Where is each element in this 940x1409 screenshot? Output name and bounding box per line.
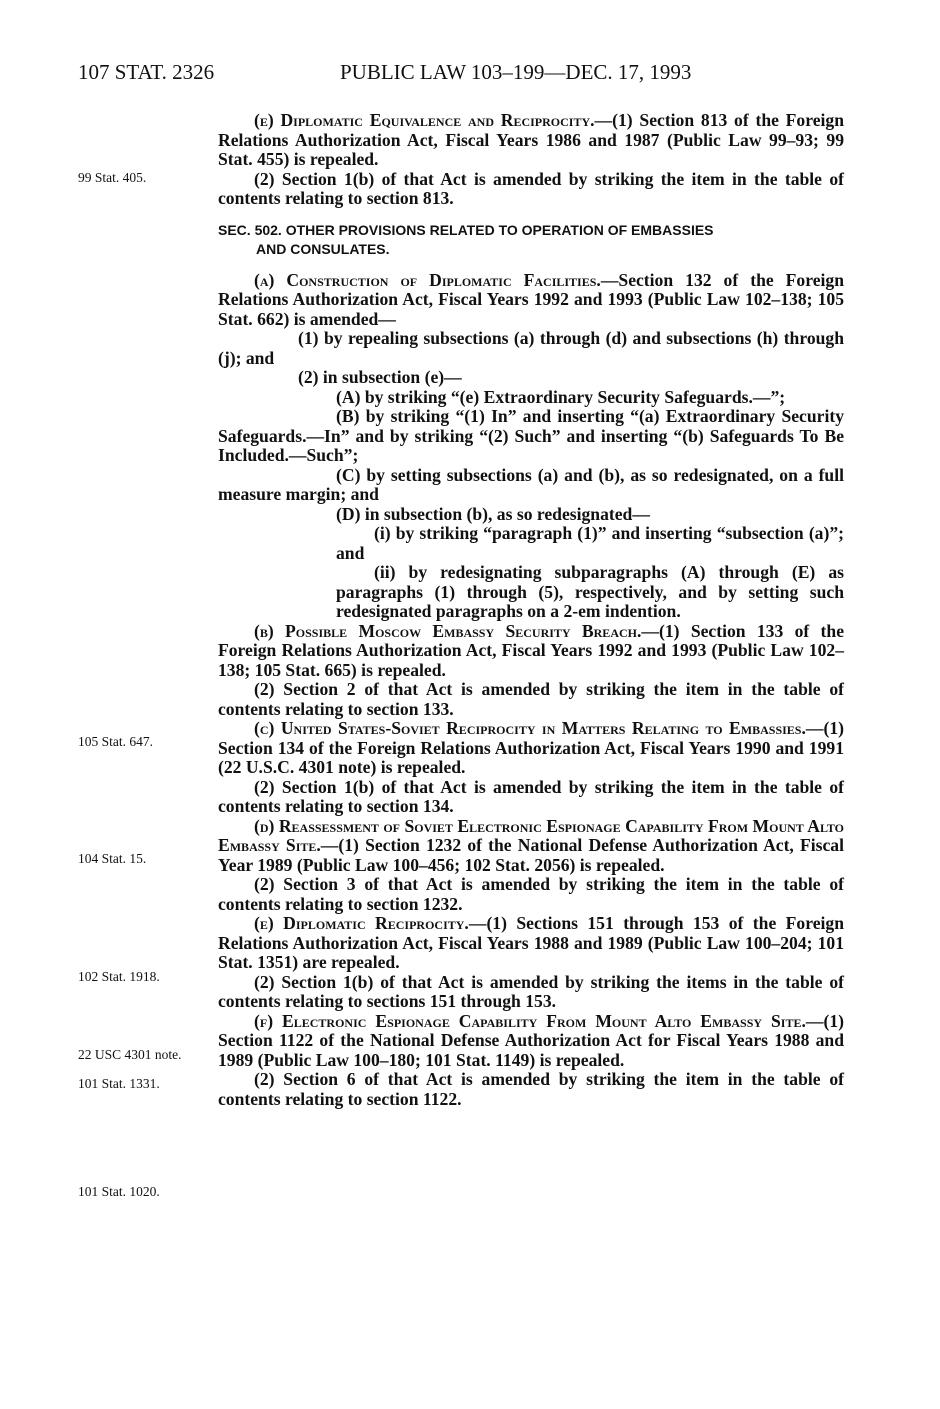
subsection-heading: (f) Electronic Espionage Capability From Mount Alto Embassy Site. — [254, 1010, 806, 1031]
subsection-heading: (b) Possible Moscow Embassy Security Breach. — [254, 620, 642, 641]
margin-note: 99 Stat. 405. — [78, 170, 147, 185]
paragraph — [218, 914, 844, 973]
paragraph: (2) Section 2 of that Act is amended by striking the item in the table of contents relating to section 133. — [218, 679, 844, 719]
paragraph: (2) in subsection (e)— — [298, 367, 462, 387]
margin-note: 102 Stat. 1918. — [78, 969, 160, 984]
subsection-heading: (e) Diplomatic Reciprocity. — [254, 913, 469, 933]
paragraph: (2) Section 6 of that Act is amended by striking the item in the table of contents relating to section 1122. — [218, 1069, 844, 1109]
margin-note: 22 USC 4301 note. — [78, 1047, 182, 1062]
paragraph: (C) by setting subsections (a) and (b), as so redesignated, on a full measure margin; and — [218, 464, 844, 504]
paragraph: (D) in subsection (b), as so redesignated— — [336, 503, 650, 524]
section-title-line: AND CONSULATES. — [256, 240, 390, 257]
section-heading — [218, 221, 844, 259]
paragraph — [218, 1012, 844, 1071]
margin-note: 101 Stat. 1020. — [78, 1184, 160, 1199]
subsection-text: —(1) Section 133 of the Foreign Relations Authorization Act, Fiscal Years 1992 and 1993 (Public Law 102–138; 105 Stat. 665) is repealed. — [218, 620, 845, 680]
paragraph — [218, 111, 844, 170]
section-title-line: SEC. 502. OTHER PROVISIONS RELATED TO OPERATION OF EMBASSIES — [218, 221, 714, 238]
margin-note: 101 Stat. 1331. — [78, 1076, 160, 1091]
paragraph: (2) Section 1(b) of that Act is amended by striking the item in the table of contents relating to section 813. — [218, 168, 844, 208]
subsection-text: —(1) Sections 151 through 153 of the Foreign Relations Authorization Act, Fiscal Years 1988 and 1989 (Public Law 100–204; 101 Stat. 1351) are repealed. — [218, 913, 844, 972]
paragraph: (A) by striking “(e) Extraordinary Security Safeguards.—”; — [336, 386, 786, 407]
page-reference: 107 STAT. 2326 — [78, 60, 215, 84]
document-body — [218, 111, 844, 1109]
paragraph — [218, 719, 844, 778]
paragraph: (B) by striking “(1) In” and inserting “(a) Extraordinary Security Safeguards.—In” and by striking “(2) Such” and inserting “(b) Safeguards To Be Included.—Such”; — [218, 406, 844, 465]
subsection-text: —(1) Section 134 of the Foreign Relations Authorization Act, Fiscal Years 1990 and 1991 (22 U.S.C. 4301 note) is repealed. — [218, 718, 844, 777]
subsection-heading: (d) Reassessment of Soviet Electronic Espionage Capability From Mount Alto Embassy Site. — [218, 815, 844, 855]
paragraph — [218, 622, 844, 681]
subsection-text: —Section 132 of the Foreign Relations Authorization Act, Fiscal Years 1992 and 1993 (Public Law 102–138; 105 Stat. 662) is amended— — [218, 269, 844, 329]
paragraph: (2) Section 1(b) of that Act is amended by striking the item in the table of contents relating to section 134. — [218, 776, 844, 816]
subsection-heading: (a) Construction of Diplomatic Facilities. — [254, 269, 601, 290]
subsection-text: —(1) Section 1232 of the National Defense Authorization Act, Fiscal Year 1989 (Public Law 100–456; 102 Stat. 2056) is repealed. — [218, 835, 844, 875]
subsection-heading: (e) Diplomatic Equivalence and Reciprocity. — [254, 110, 595, 130]
paragraph: (2) Section 3 of that Act is amended by striking the item in the table of contents relating to section 1232. — [218, 874, 844, 914]
margin-note: 105 Stat. 647. — [78, 734, 154, 749]
page-header — [78, 60, 858, 90]
subsection-heading: (c) United States-Soviet Reciprocity in Matters Relating to Embassies. — [254, 718, 806, 738]
paragraph: (2) Section 1(b) of that Act is amended by striking the items in the table of contents relating to sections 151 through 153. — [218, 971, 844, 1011]
paragraph: (ii) by redesignating subparagraphs (A) through (E) as paragraphs (1) through (5), respectively, and by setting such redesignated paragraphs on a 2-em indention. — [336, 562, 844, 621]
paragraph: (i) by striking “paragraph (1)” and inserting “subsection (a)”; and — [336, 523, 844, 563]
paragraph — [218, 817, 844, 876]
paragraph — [218, 271, 844, 330]
subsection-text: —(1) Section 813 of the Foreign Relations Authorization Act, Fiscal Years 1986 and 1987 (Public Law 99–93; 99 Stat. 455) is repealed. — [218, 110, 844, 169]
law-title: PUBLIC LAW 103–199—DEC. 17, 1993 — [340, 60, 692, 84]
paragraph: (1) by repealing subsections (a) through (d) and subsections (h) through (j); and — [218, 328, 844, 368]
margin-note: 104 Stat. 15. — [78, 851, 147, 866]
subsection-text: —(1) Section 1122 of the National Defense Authorization Act for Fiscal Years 1988 and 1989 (Public Law 100–180; 101 Stat. 1149) is repealed. — [218, 1010, 844, 1070]
